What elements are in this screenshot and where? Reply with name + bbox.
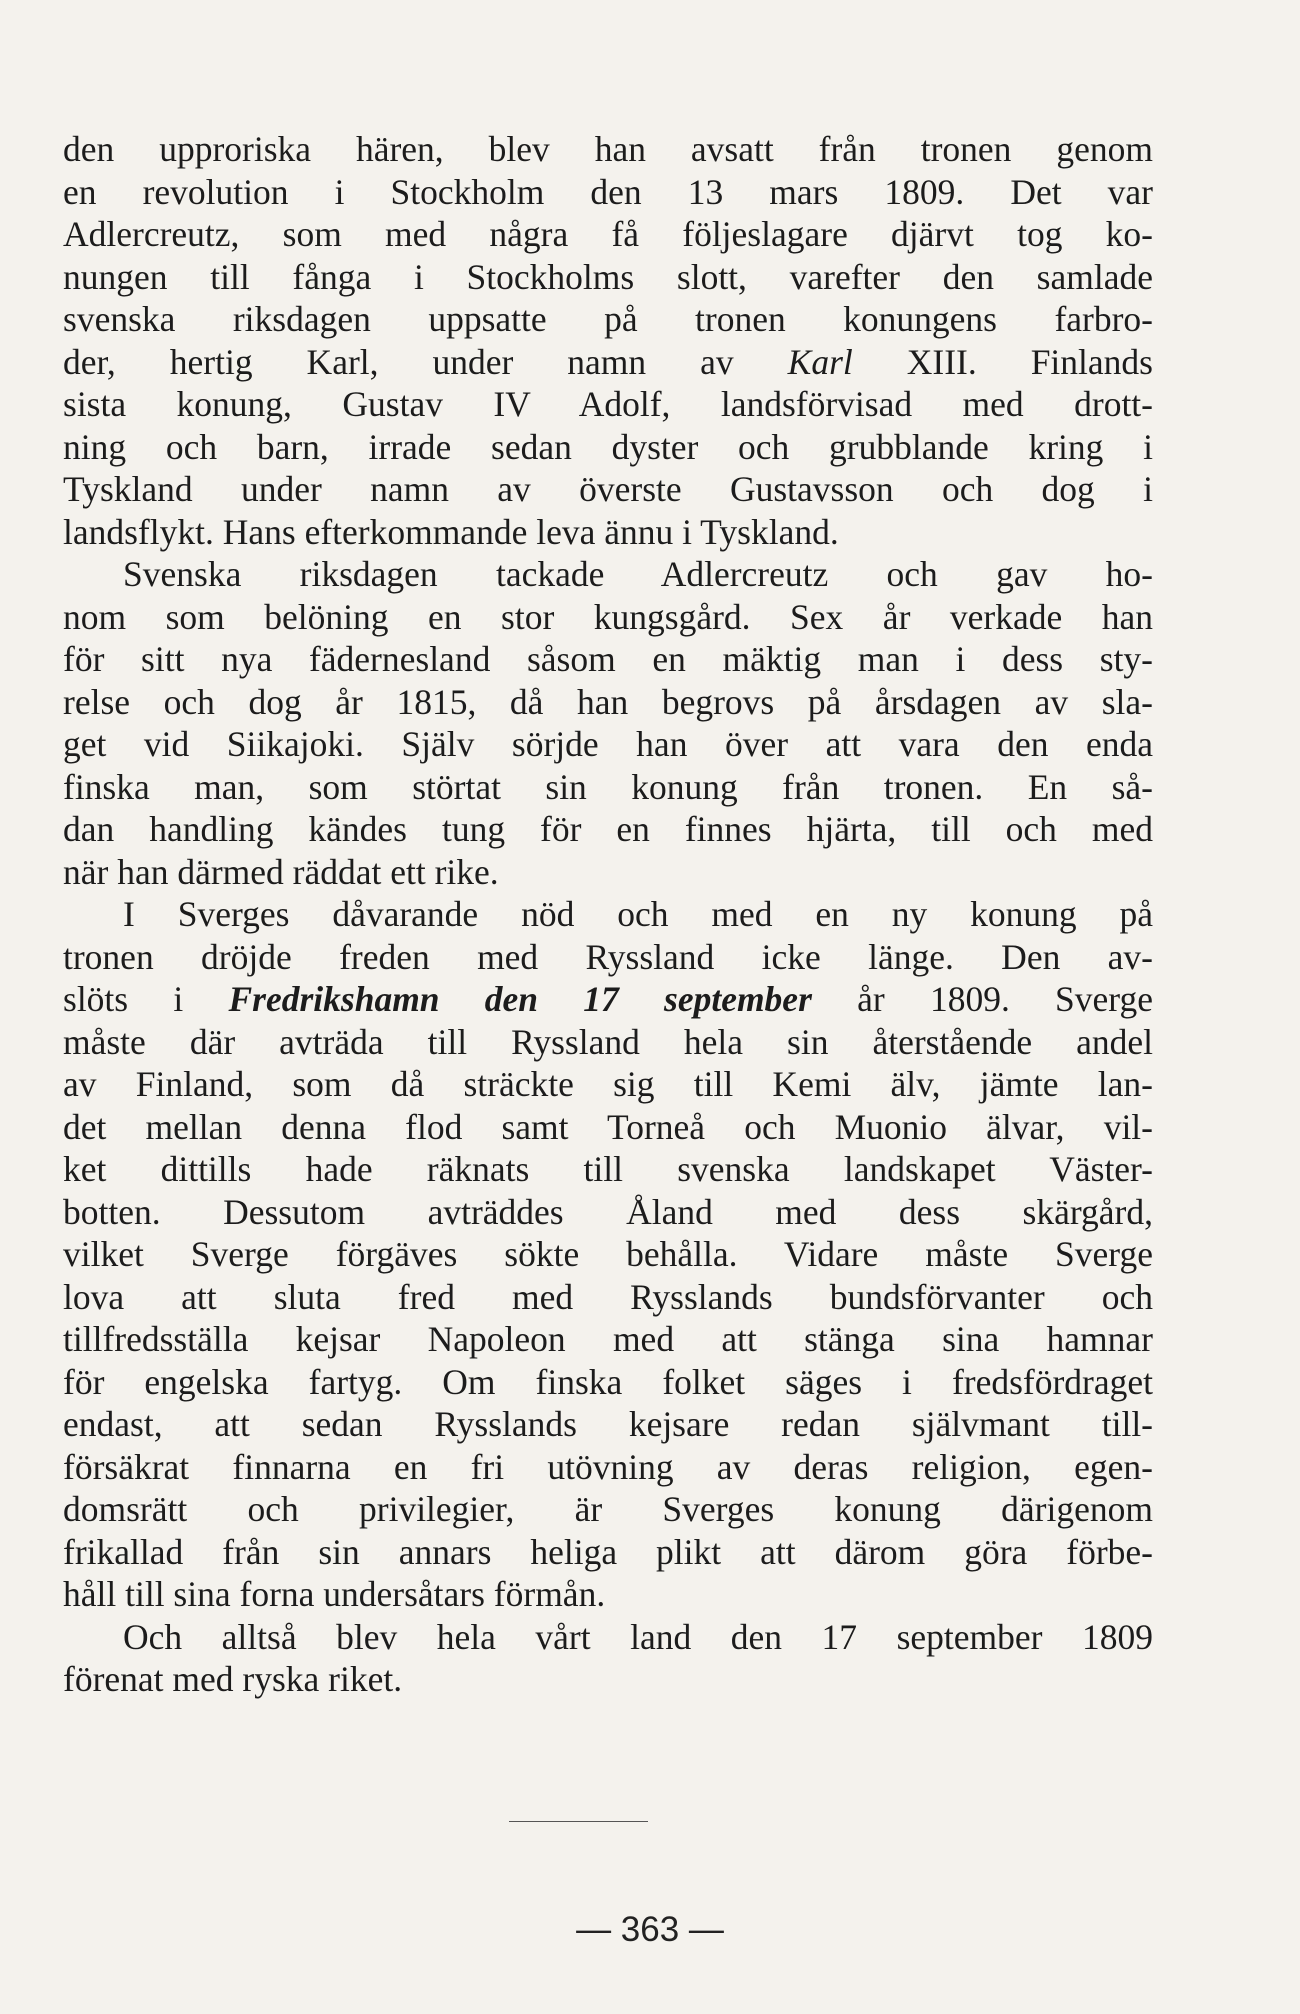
emphasized-text: Karl <box>787 341 853 382</box>
text-line <box>63 1616 1153 1659</box>
text-line <box>63 851 1153 894</box>
text-line <box>63 1191 1153 1234</box>
section-divider <box>509 1821 648 1822</box>
emphasized-text: Fredrikshamn den 17 september <box>228 979 812 1019</box>
text-line <box>63 128 1153 171</box>
text-segment: nungen till fånga i Stockholms slott, varefter den samlade <box>63 256 1153 297</box>
text-segment: I Sverges dåvarande nöd och med en ny konung på <box>123 894 1153 934</box>
text-segment: måste där avträda till Ryssland hela sin återstående andel <box>63 1021 1153 1062</box>
text-line <box>63 426 1153 469</box>
text-segment: Och alltså blev hela vårt land den 17 september 1809 <box>123 1616 1153 1657</box>
text-line <box>63 553 1153 596</box>
paragraph <box>63 1616 1153 1701</box>
text-line <box>63 511 1153 554</box>
text-line <box>63 1573 1153 1616</box>
text-line <box>63 638 1153 681</box>
text-segment: finska man, som störtat sin konung från tronen. En så- <box>63 766 1153 807</box>
text-segment: landsflykt. Hans efterkommande leva ännu i Tyskland. <box>63 511 839 552</box>
text-segment: sista konung, Gustav IV Adolf, landsförvisad med drott- <box>63 384 1153 424</box>
text-segment: endast, att sedan Rysslands kejsare redan självmant till- <box>63 1404 1153 1444</box>
paragraph <box>63 893 1153 1616</box>
text-line <box>63 1106 1153 1149</box>
text-segment: den upproriska hären, blev han avsatt från tronen genom <box>63 129 1153 169</box>
text-line <box>63 978 1153 1021</box>
text-segment: botten. Dessutom avträddes Åland med dess skärgård, <box>63 1191 1153 1232</box>
text-segment: vilket Sverge förgäves sökte behålla. Vidare måste Sverge <box>63 1234 1153 1274</box>
text-segment: der, hertig Karl, under namn av <box>63 341 788 382</box>
text-segment: lova att sluta fred med Rysslands bundsförvanter och <box>63 1276 1153 1317</box>
text-line <box>63 341 1153 384</box>
text-line <box>63 213 1153 256</box>
text-segment: frikallad från sin annars heliga plikt att därom göra förbe- <box>63 1531 1153 1572</box>
text-line <box>63 1021 1153 1064</box>
text-line <box>63 893 1153 936</box>
text-line <box>63 256 1153 299</box>
body-text <box>63 128 1153 1701</box>
text-segment: dan handling kändes tung för en finnes hjärta, till och med <box>63 809 1153 849</box>
text-segment: Tyskland under namn av överste Gustavsson och dog i <box>63 469 1153 509</box>
text-segment: domsrätt och privilegier, är Sverges konung därigenom <box>63 1489 1153 1529</box>
text-line <box>63 1233 1153 1276</box>
paragraph <box>63 553 1153 893</box>
text-segment: en revolution i Stockholm den 13 mars 1809. Det var <box>63 171 1153 212</box>
text-line <box>63 1361 1153 1404</box>
text-segment: försäkrat finnarna en fri utövning av deras religion, egen- <box>63 1446 1153 1487</box>
text-line <box>63 298 1153 341</box>
text-line <box>63 596 1153 639</box>
text-segment: relse och dog år 1815, då han begrovs på årsdagen av sla- <box>63 681 1153 722</box>
text-segment: håll till sina forna undersåtars förmån. <box>63 1574 606 1614</box>
text-line <box>63 1531 1153 1574</box>
text-segment: tronen dröjde freden med Ryssland icke länge. Den av- <box>63 936 1153 977</box>
text-segment: förenat med ryska riket. <box>63 1659 403 1699</box>
text-segment: get vid Siikajoki. Själv sörjde han över att vara den enda <box>63 724 1153 764</box>
text-segment: av Finland, som då sträckte sig till Kemi älv, jämte lan- <box>63 1064 1153 1104</box>
text-segment: XIII. Finlands <box>852 341 1153 382</box>
text-line <box>63 808 1153 851</box>
text-segment: Adlercreutz, som med några få följeslagare djärvt tog ko- <box>63 214 1153 254</box>
page-number: — 363 — <box>576 1910 724 1949</box>
text-line <box>63 171 1153 214</box>
text-line <box>63 1318 1153 1361</box>
text-segment: när han därmed räddat ett rike. <box>63 851 499 892</box>
text-line <box>63 681 1153 724</box>
text-line <box>63 936 1153 979</box>
text-line <box>63 468 1153 511</box>
text-line <box>63 1488 1153 1531</box>
text-line <box>63 1658 1153 1701</box>
text-segment: år 1809. Sverge <box>811 979 1153 1019</box>
text-segment: det mellan denna flod samt Torneå och Muonio älvar, vil- <box>63 1106 1153 1147</box>
text-segment: tillfredsställa kejsar Napoleon med att stänga sina hamnar <box>63 1319 1153 1359</box>
text-segment: svenska riksdagen uppsatte på tronen konungens farbro- <box>63 299 1153 339</box>
text-segment: ning och barn, irrade sedan dyster och grubblande kring i <box>63 426 1153 467</box>
text-segment: ket dittills hade räknats till svenska landskapet Väster- <box>63 1149 1153 1189</box>
text-line <box>63 723 1153 766</box>
text-segment: för sitt nya fädernesland såsom en mäktig man i dess sty- <box>63 639 1153 679</box>
text-line <box>63 1403 1153 1446</box>
text-segment: för engelska fartyg. Om finska folket säges i fredsfördraget <box>63 1361 1153 1402</box>
paragraph <box>63 128 1153 553</box>
text-line <box>63 1148 1153 1191</box>
text-line <box>63 1063 1153 1106</box>
text-line <box>63 1276 1153 1319</box>
text-line <box>63 1446 1153 1489</box>
text-line <box>63 766 1153 809</box>
text-segment: slöts i <box>63 979 229 1019</box>
text-segment: Svenska riksdagen tackade Adlercreutz och gav ho- <box>123 554 1153 594</box>
text-line <box>63 383 1153 426</box>
text-segment: nom som belöning en stor kungsgård. Sex år verkade han <box>63 596 1153 637</box>
